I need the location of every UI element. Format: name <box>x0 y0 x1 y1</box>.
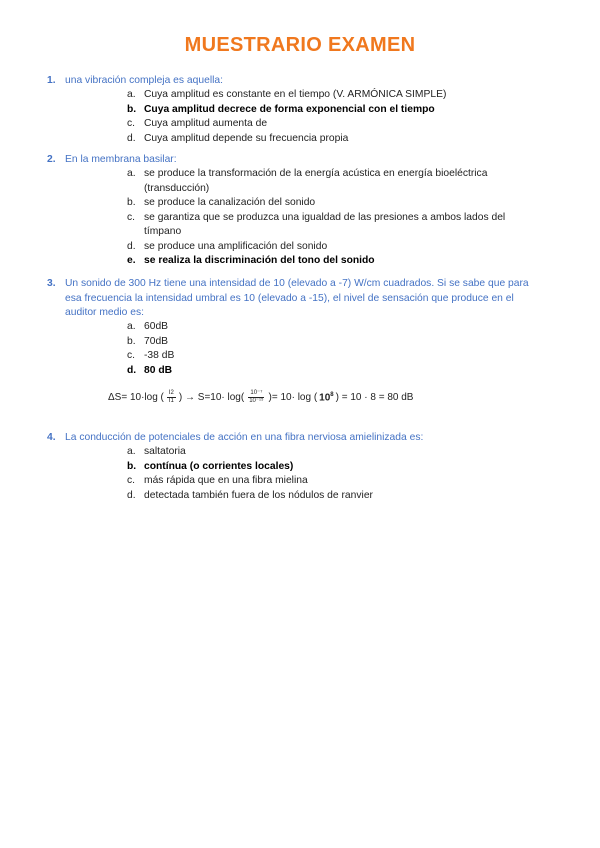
option-letter: c. <box>127 211 136 223</box>
fraction-intensity-ratio <box>167 390 176 405</box>
option-1c <box>127 117 527 132</box>
option-letter: c. <box>127 118 136 129</box>
question-text: una vibración compleja es aquella: <box>65 75 223 86</box>
question-number: 1. <box>47 75 56 86</box>
option-text: se produce la transformación de la energía acústica en energía bioeléctrica (transducción) <box>144 168 488 194</box>
option-text: 60dB <box>144 321 169 332</box>
base-value: 10 <box>319 392 331 404</box>
option-letter: d. <box>127 240 136 252</box>
option-letter: d. <box>127 489 136 501</box>
question-1 <box>47 74 537 89</box>
option-letter: d. <box>127 364 137 376</box>
formula-part: )= 10· log ( <box>268 392 318 403</box>
option-4b-correct <box>127 460 527 475</box>
question-2 <box>47 153 537 168</box>
question-number: 2. <box>47 154 56 165</box>
option-1d <box>127 132 527 147</box>
option-4d <box>127 489 527 504</box>
option-2e-correct <box>127 254 527 269</box>
formula-exponent: 8 <box>330 391 334 398</box>
option-text: -38 dB <box>144 350 175 361</box>
option-text: Cuya amplitud aumenta de <box>144 118 268 129</box>
option-2d <box>127 240 527 255</box>
option-text: Cuya amplitud es constante en el tiempo (V. ARMÓNICA SIMPLE) <box>144 89 447 100</box>
page-title: MUESTRARIO EXAMEN <box>184 34 416 56</box>
options-list-1 <box>127 88 527 146</box>
option-text: Cuya amplitud decrece de forma exponencial con el tiempo <box>144 103 435 115</box>
option-text: detectada también fuera de los nódulos de ranvier <box>144 489 373 501</box>
options-list-4 <box>127 445 527 503</box>
option-letter: c. <box>127 350 136 361</box>
formula <box>108 390 413 405</box>
question-number: 4. <box>47 432 56 443</box>
option-3a <box>127 320 527 335</box>
options-list-2 <box>127 167 527 269</box>
option-text: contínua (o corrientes locales) <box>144 460 294 472</box>
option-3b <box>127 335 527 350</box>
question-number: 3. <box>47 278 56 289</box>
option-4a <box>127 445 527 460</box>
option-text: se produce una amplificación del sonido <box>144 240 328 252</box>
option-letter: a. <box>127 168 136 179</box>
fraction-denominator: 10⁻¹⁵ <box>249 398 264 404</box>
fraction-numerator: 10⁻⁷ <box>250 390 263 396</box>
option-letter: e. <box>127 255 136 266</box>
fraction-numerator: I2 <box>168 390 174 396</box>
option-letter: b. <box>127 335 136 347</box>
question-text: La conducción de potenciales de acción en una fibra nerviosa amielinizada es: <box>65 432 424 443</box>
option-letter: a. <box>127 321 136 332</box>
option-text: 80 dB <box>144 364 173 376</box>
option-1b-correct <box>127 103 527 118</box>
option-letter: c. <box>127 475 136 486</box>
question-text: En la membrana basilar: <box>65 154 177 165</box>
option-text: saltatoria <box>144 446 186 457</box>
option-text: más rápida que en una fibra mielina <box>144 475 308 486</box>
option-3c <box>127 349 527 364</box>
option-2b <box>127 196 527 211</box>
question-3 <box>47 277 537 321</box>
option-letter: b. <box>127 103 137 115</box>
options-list-3 <box>127 320 527 378</box>
option-text: se garantiza que se produzca una igualdad de las presiones a ambos lados del tímpano <box>144 211 506 237</box>
option-text: se realiza la discriminación del tono del sonido <box>144 255 375 266</box>
option-text: se produce la canalización del sonido <box>144 197 316 208</box>
option-text: Cuya amplitud depende su frecuencia propia <box>144 132 349 144</box>
option-2c <box>127 211 527 240</box>
option-1a <box>127 88 527 103</box>
option-text: 70dB <box>144 335 169 347</box>
question-text: Un sonido de 300 Hz tiene una intensidad de 10 (elevado a -7) W/cm cuadrados. Si se sabe que para esa frecuencia la intensidad umbral es 10 (elevado a -15), el nivel de sensación que produce en el auditor medio es: <box>65 278 529 318</box>
formula-part: ) = 10 · 8 = 80 dB <box>335 392 414 403</box>
option-4c <box>127 474 527 489</box>
fraction-values <box>247 390 265 405</box>
fraction-denominator: I1 <box>168 398 174 404</box>
option-letter: a. <box>127 446 136 457</box>
formula-base <box>319 392 333 403</box>
question-4 <box>47 431 537 446</box>
option-letter: a. <box>127 89 136 100</box>
option-3d-correct <box>127 364 527 379</box>
option-letter: b. <box>127 460 137 472</box>
formula-part: ) → S=10· log( <box>178 392 245 403</box>
option-2a <box>127 167 527 196</box>
option-letter: d. <box>127 132 136 144</box>
formula-part: ΔS= 10·log ( <box>108 392 164 403</box>
option-letter: b. <box>127 197 136 208</box>
